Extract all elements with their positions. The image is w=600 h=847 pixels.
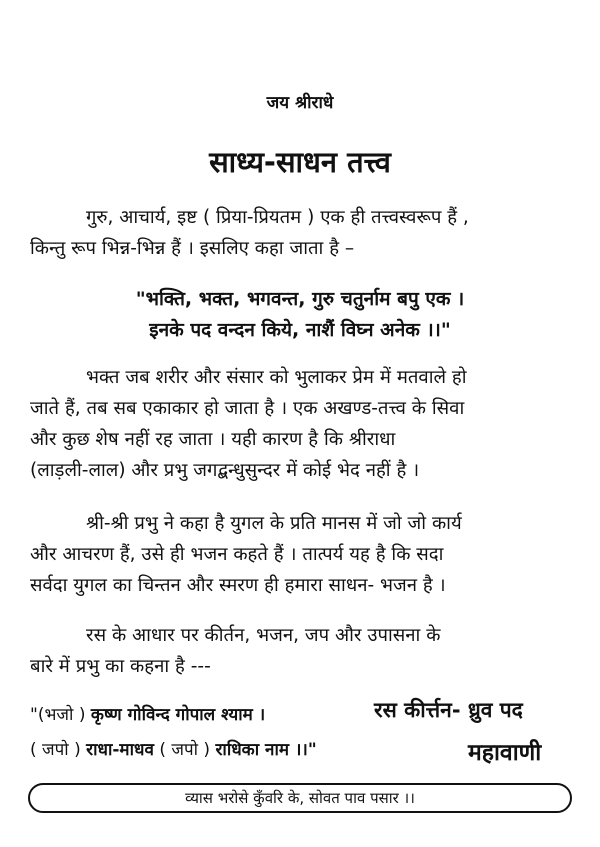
- couplet-line-1: [30, 698, 317, 733]
- quote-line-1: "भक्ति, भक्त, भगवन्त, गुरु चतुर्नाम बपु एक ।: [135, 288, 465, 310]
- paragraph-3-line-3: सर्वदा युगल का चिन्तन और स्मरण ही हमारा साधन- भजन है ।: [30, 575, 446, 596]
- paragraph-4-line-1: रस के आधार पर कीर्तन, भजन, जप और उपासना के: [86, 625, 441, 646]
- couplet-line-2-end: राधिका नाम ।।": [215, 740, 317, 760]
- paragraph-3-line-1: श्री-श्री प्रभु ने कहा है युगल के प्रति मानस में जो जो कार्य: [86, 513, 462, 534]
- paragraph-2-line-1: भक्त जब शरीर और संसार को भुलाकर प्रेम में मतवाले हो: [86, 367, 467, 388]
- paragraph-1-line-2: किन्तु रूप भिन्न-भिन्न हैं । इसलिए कहा जाता है –: [30, 238, 355, 259]
- paragraph-2-line-3: और कुछ शेष नहीं रह जाता । यही कारण है कि श्रीराधा: [30, 429, 396, 450]
- paragraph-3: [30, 508, 570, 601]
- couplet-line-1-prefix: "(भजो ): [30, 705, 86, 725]
- paragraph-4-line-2: बारे में प्रभु का कहना है ---: [30, 656, 211, 677]
- paragraph-1-line-1: गुरु, आचार्य, इष्ट ( प्रिया-प्रियतम ) एक ही तत्त्वस्वरूप हैं ,: [86, 207, 469, 228]
- paragraph-3-line-2: और आचरण हैं, उसे ही भजन कहते हैं । तात्पर्य यह है कि सदा: [30, 544, 444, 565]
- page-header: जय श्रीराधे: [266, 93, 334, 113]
- paragraph-4: [30, 620, 570, 682]
- paragraph-2-line-2: जाते हैं, तब सब एकाकार हो जाता है । एक अखण्ड-तत्त्व के सिवा: [30, 398, 465, 419]
- quote-verse: [0, 284, 600, 346]
- page-title: साध्य-साधन तत्त्व: [209, 145, 391, 179]
- footer-verse-box: व्यास भरोसे कुँवरि के, सोवत पाव पसार ।।: [28, 783, 572, 813]
- paragraph-1: [30, 202, 570, 264]
- side-label-dhruv-pad: रस कीर्त्तन- ध्रुव पद: [374, 698, 523, 722]
- couplet-line-2-mid: ( जपो ): [159, 740, 211, 760]
- couplet-line-1-text: कृष्ण गोविन्द गोपाल श्याम ।: [90, 705, 266, 725]
- couplet-line-2-text: राधा-माधव: [86, 740, 154, 760]
- couplet-line-2-prefix: ( जपो ): [30, 740, 81, 760]
- paragraph-2-line-4: (लाड़ली-लाल) और प्रभु जगद्बन्धुसुन्दर में कोई भेद नहीं है ।: [30, 460, 420, 481]
- couplet-line-2: [30, 733, 317, 768]
- couplet: [30, 698, 317, 768]
- quote-line-2: इनके पद वन्दन किये, नाशैं विघ्न अनेक ।।": [149, 319, 451, 341]
- paragraph-2: [30, 362, 570, 486]
- side-label-mahavani: महावाणी: [468, 740, 542, 766]
